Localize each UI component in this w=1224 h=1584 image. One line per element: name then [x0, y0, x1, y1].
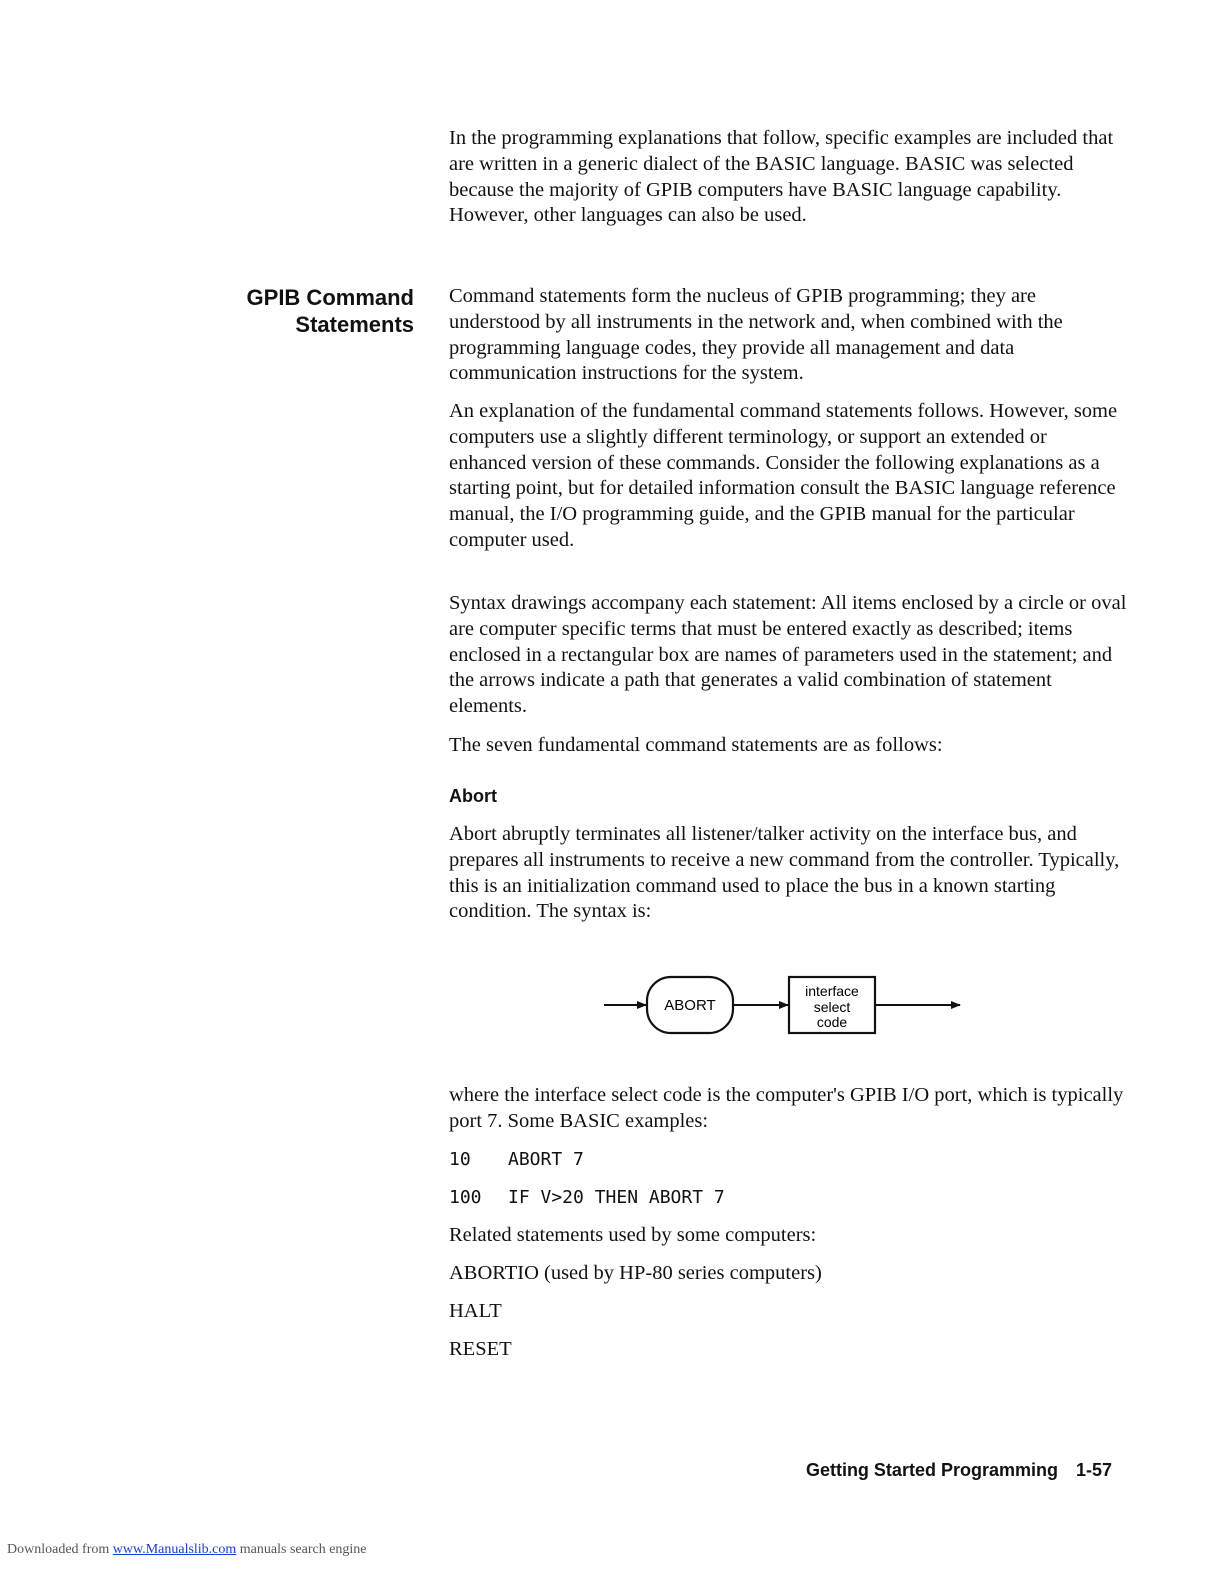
- keyword-label: ABORT: [664, 997, 716, 1014]
- parameter-label-line3: code: [816, 1014, 848, 1030]
- abort-syntax-diagram: [600, 970, 970, 1040]
- section-paragraph-4: The seven fundamental command statements are as follows:: [449, 734, 943, 756]
- download-watermark: [7, 1542, 367, 1558]
- footer-title: Getting Started Programming: [805, 1460, 1058, 1480]
- code-example-1-line-number: 10: [449, 1149, 471, 1170]
- code-example-2-line-number: 100: [449, 1187, 482, 1208]
- related-statement-1: ABORTIO (used by HP-80 series computers): [449, 1262, 822, 1284]
- watermark-suffix: manuals search engine: [236, 1542, 367, 1557]
- parameter-label-line2: select: [813, 999, 851, 1015]
- section-paragraph-1: Command statements form the nucleus of GPIB programming; they are understood by all instruments in the network and, when combined with the programming language codes, they provide all management and data communication instructions for the system.: [449, 285, 1063, 385]
- page-number: 1-57: [1075, 1460, 1112, 1480]
- watermark-link[interactable]: www.Manualslib.com: [112, 1542, 237, 1557]
- section-paragraph-2: An explanation of the fundamental command statements follows. However, some computers use a slightly different terminology, or support an extended or enhanced version of these commands. Consider the following explanations as a starting point, but for detailed information consult the BASIC language reference manual, the I/O programming guide, and the GPIB manual for the particular computer used.: [449, 400, 1118, 551]
- section-paragraph-3: Syntax drawings accompany each statement: All items enclosed by a circle or oval are computer specific terms that must be entered exactly as described; items enclosed in a rectangular box are names of parameters used in the statement; and the arrows indicate a path that generates a valid combination of statement elements.: [449, 592, 1127, 718]
- code-example-1-code: ABORT 7: [508, 1149, 584, 1170]
- related-intro: Related statements used by some computers:: [449, 1224, 817, 1246]
- code-example-1: [449, 1148, 584, 1172]
- abort-heading: Abort: [449, 786, 497, 806]
- watermark-prefix: Downloaded from: [7, 1542, 113, 1557]
- abort-explanation: where the interface select code is the computer's GPIB I/O port, which is typically port 7. Some BASIC examples:: [449, 1084, 1124, 1132]
- page-footer: [806, 1458, 1112, 1482]
- section-heading-line2: Statements: [295, 312, 414, 337]
- section-heading-line1: GPIB Command: [246, 285, 414, 310]
- parameter-label-line1: interface: [805, 983, 859, 999]
- related-statement-3: RESET: [449, 1338, 512, 1360]
- abort-description: Abort abruptly terminates all listener/talker activity on the interface bus, and prepares all instruments to receive a new command from the controller. Typically, this is an initialization command used to place the bus in a known starting condition. The syntax is:: [449, 823, 1120, 923]
- intro-paragraph: In the programming explanations that follow, specific examples are included that are written in a generic dialect of the BASIC language. BASIC was selected because the majority of GPIB computers have BASIC language capability. However, other languages can also be used.: [449, 127, 1114, 227]
- section-heading: [180, 284, 414, 338]
- related-statement-2: HALT: [449, 1300, 502, 1322]
- code-example-2: [449, 1186, 725, 1210]
- code-example-2-code: IF V>20 THEN ABORT 7: [508, 1187, 725, 1208]
